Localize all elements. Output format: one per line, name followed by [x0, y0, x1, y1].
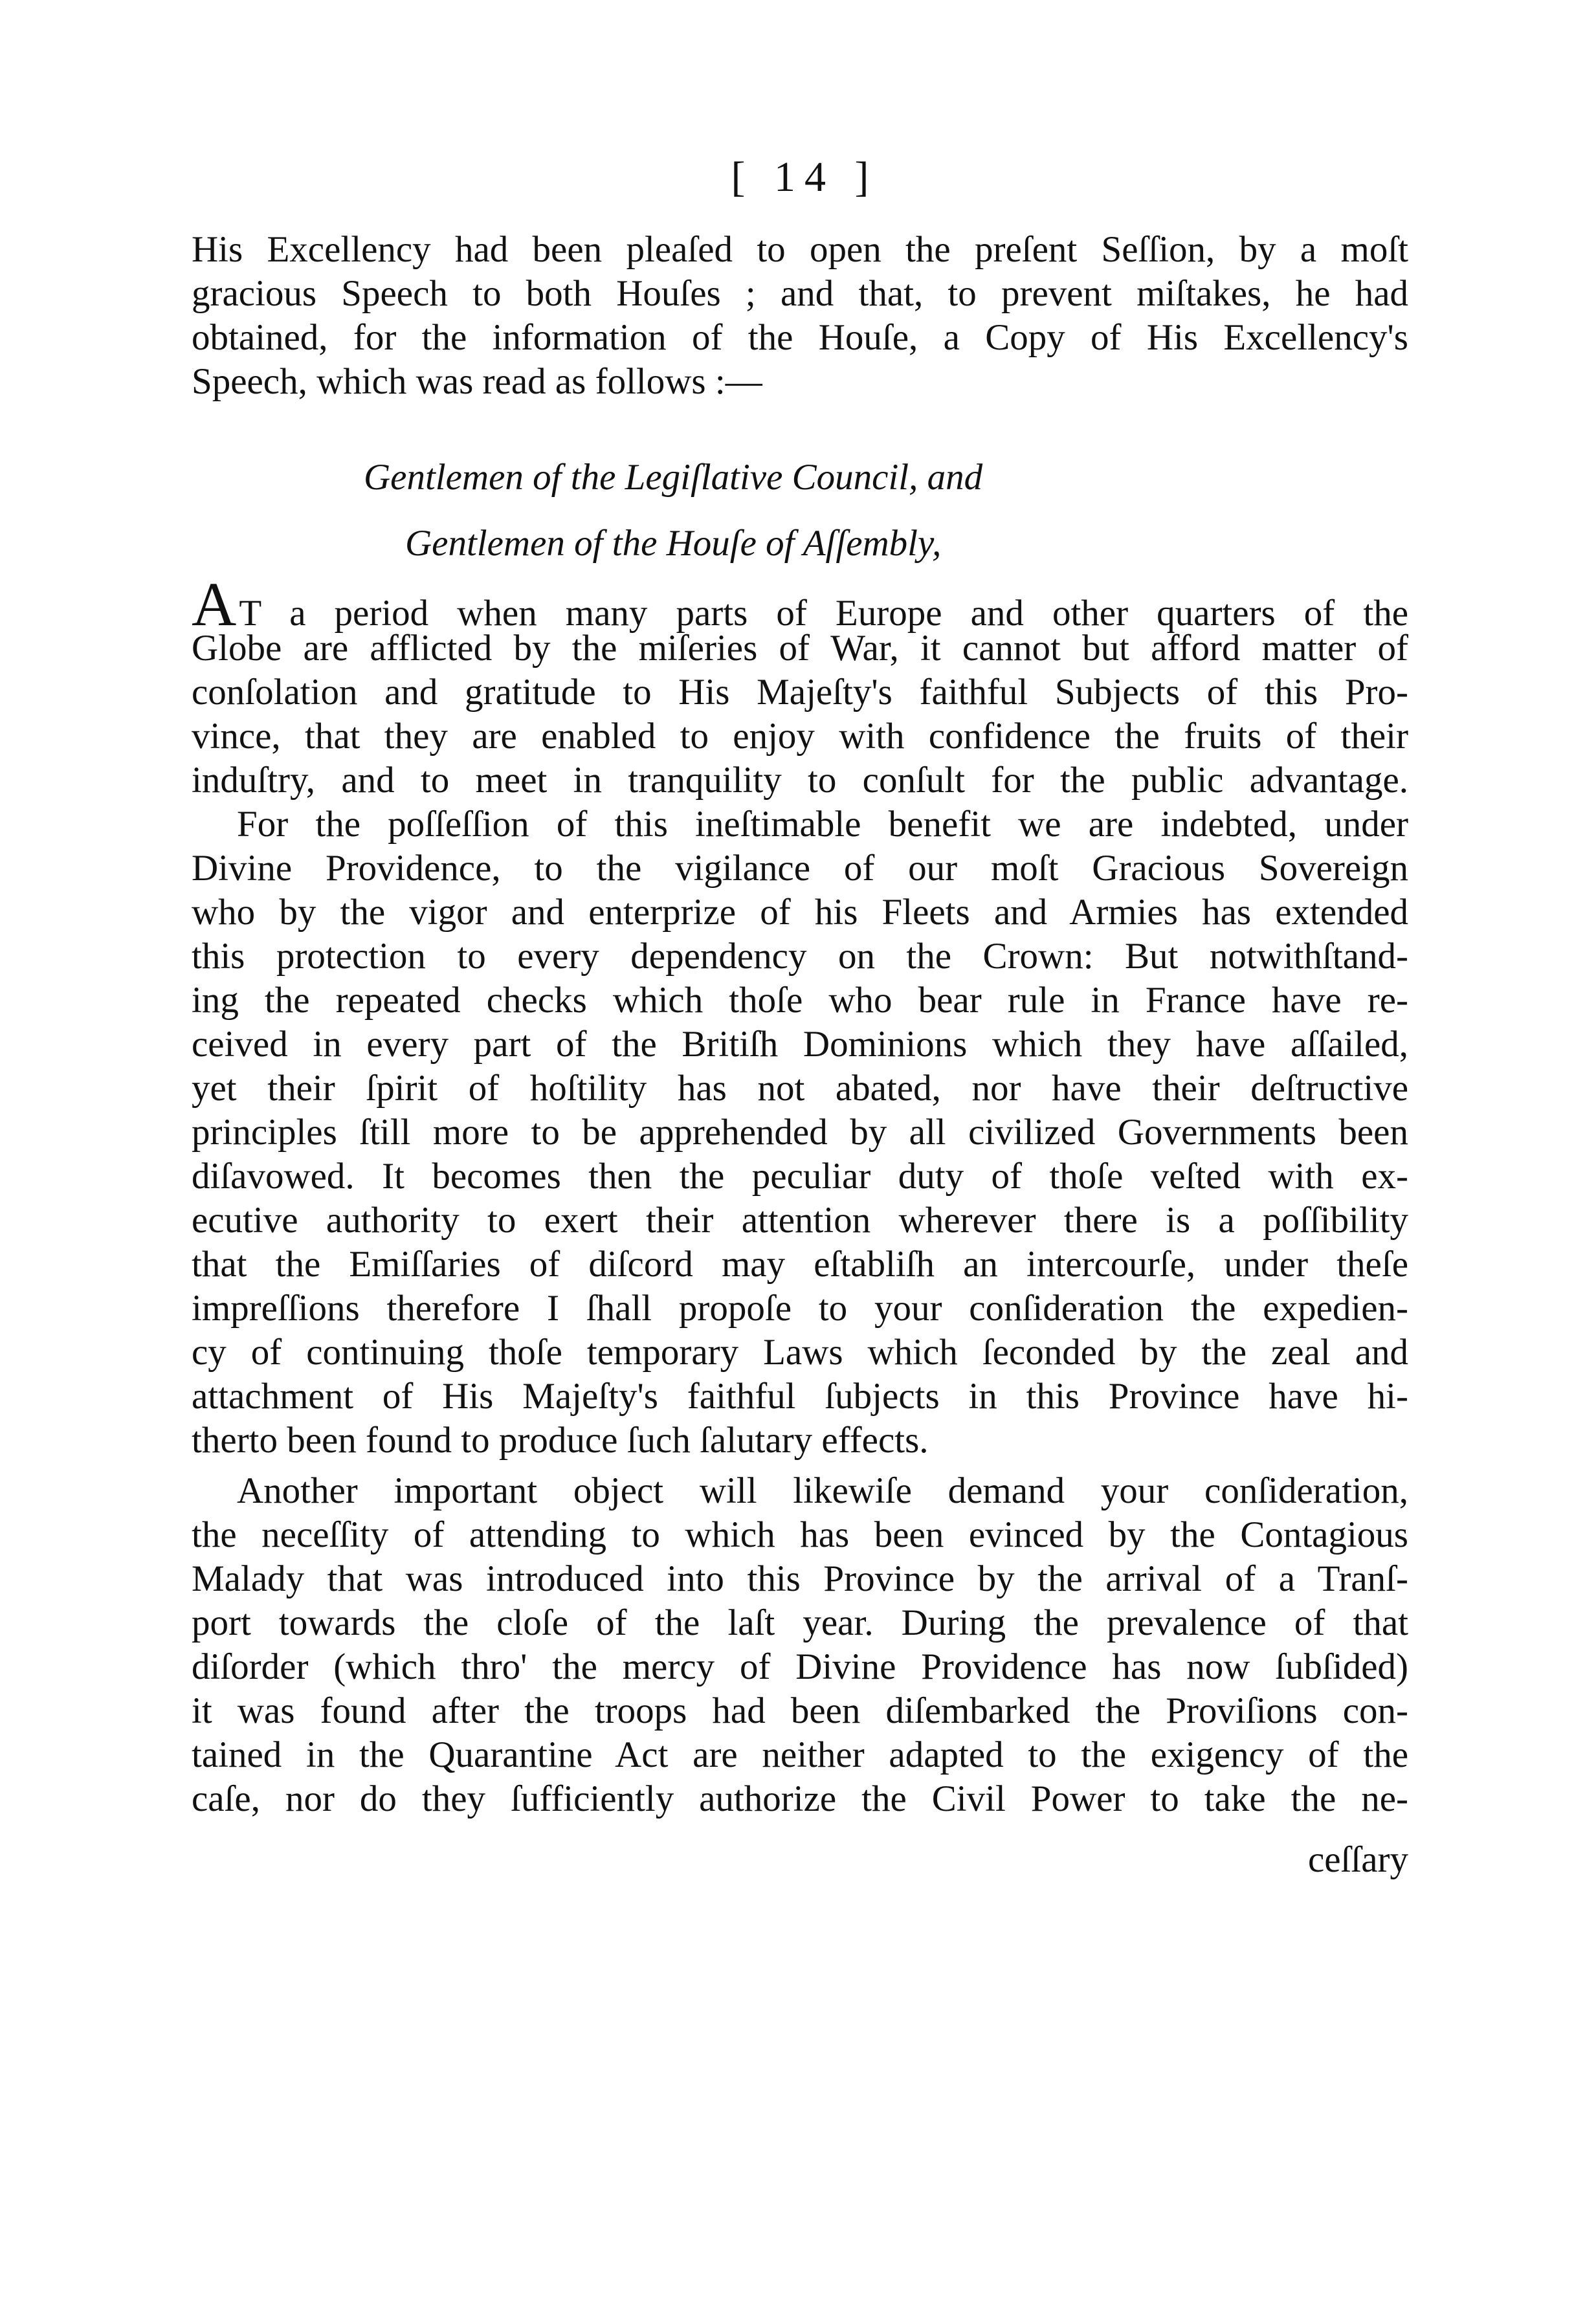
text-line: therto been found to produce ſuch ſalutary effects.	[192, 1420, 929, 1461]
text-line: Malady that was introduced into this Province by the arrival of a Tranſ-	[192, 1558, 1408, 1599]
text-line: For the poſſeſſion of this ineſtimable benefit we are indebted, under	[237, 804, 1408, 845]
text-line: attachment of His Majeſty's faithful ſubjects in this Province have hi-	[192, 1376, 1408, 1417]
catchword: ceſſary	[1307, 1839, 1408, 1880]
text-line: Speech, which was read as follows :—	[192, 361, 762, 402]
text-line: gracious Speech to both Houſes ; and that, to prevent miſtakes, he had	[192, 273, 1408, 314]
text-line: conſolation and gratitude to His Majeſty's faithful Subjects of this Pro-	[192, 672, 1408, 713]
text-line: impreſſions therefore I ſhall propoſe to your conſideration the expedien-	[192, 1288, 1408, 1329]
intro-paragraph	[192, 228, 1408, 404]
text-line: Divine Providence, to the vigilance of our moſt Gracious Sovereign	[192, 848, 1408, 889]
text-line: ecutive authority to exert their attention wherever there is a poſſibility	[192, 1200, 1408, 1241]
text-line: cy of continuing thoſe temporary Laws which ſeconded by the zeal and	[192, 1332, 1408, 1373]
text-line: who by the vigor and enterprize of his Fleets and Armies has extended	[192, 892, 1408, 933]
text-line: caſe, nor do they ſufficiently authorize the Civil Power to take the ne-	[192, 1778, 1408, 1819]
text-line: the neceſſity of attending to which has been evinced by the Contagious	[192, 1514, 1408, 1555]
first-line-text: T a period when many parts of Europe and other quarters of the	[239, 593, 1408, 634]
text-line: that the Emiſſaries of diſcord may eſtabliſh an intercourſe, under theſe	[192, 1244, 1408, 1285]
text-line: Another important object will likewiſe demand your conſideration,	[237, 1470, 1408, 1511]
page-number: [ 14 ]	[731, 153, 878, 201]
text-line: principles ſtill more to be apprehended by all civilized Governments been	[192, 1112, 1408, 1153]
drop-cap: A	[192, 570, 237, 639]
text-line: Globe are afflicted by the miſeries of War, it cannot but afford matter of	[192, 628, 1408, 669]
speech-paragraph-2	[192, 1469, 1408, 1821]
text-line: yet their ſpirit of hoſtility has not abated, nor have their deſtructive	[192, 1068, 1408, 1109]
speech-paragraph-1	[192, 570, 1408, 1463]
text-line: diſavowed. It becomes then the peculiar duty of thoſe veſted with ex-	[192, 1156, 1408, 1197]
text-line: this protection to every dependency on the Crown: But notwithſtand-	[192, 936, 1408, 977]
salutation-line: Gentlemen of the Legiſlative Council, and	[364, 457, 983, 498]
text-line: obtained, for the information of the Houſe, a Copy of His Excellency's	[192, 317, 1408, 358]
text-line: it was found after the troops had been diſembarked the Proviſions con-	[192, 1690, 1408, 1731]
salutation-line: Gentlemen of the Houſe of Aſſembly,	[405, 523, 942, 564]
text-line: ing the repeated checks which thoſe who bear rule in France have re-	[192, 980, 1408, 1021]
text-line-first	[192, 570, 1408, 639]
text-line: tained in the Quarantine Act are neither adapted to the exigency of the	[192, 1734, 1408, 1775]
text-line: port towards the cloſe of the laſt year. During the prevalence of that	[192, 1602, 1408, 1643]
text-line: vince, that they are enabled to enjoy with confidence the fruits of their	[192, 716, 1408, 757]
text-line: ceived in every part of the Britiſh Dominions which they have aſſailed,	[192, 1024, 1408, 1065]
text-line: diſorder (which thro' the mercy of Divine Providence has now ſubſided)	[192, 1646, 1408, 1687]
text-line: induſtry, and to meet in tranquility to conſult for the public advantage.	[192, 760, 1408, 801]
text-line: His Excellency had been pleaſed to open the preſent Seſſion, by a moſt	[192, 229, 1408, 270]
